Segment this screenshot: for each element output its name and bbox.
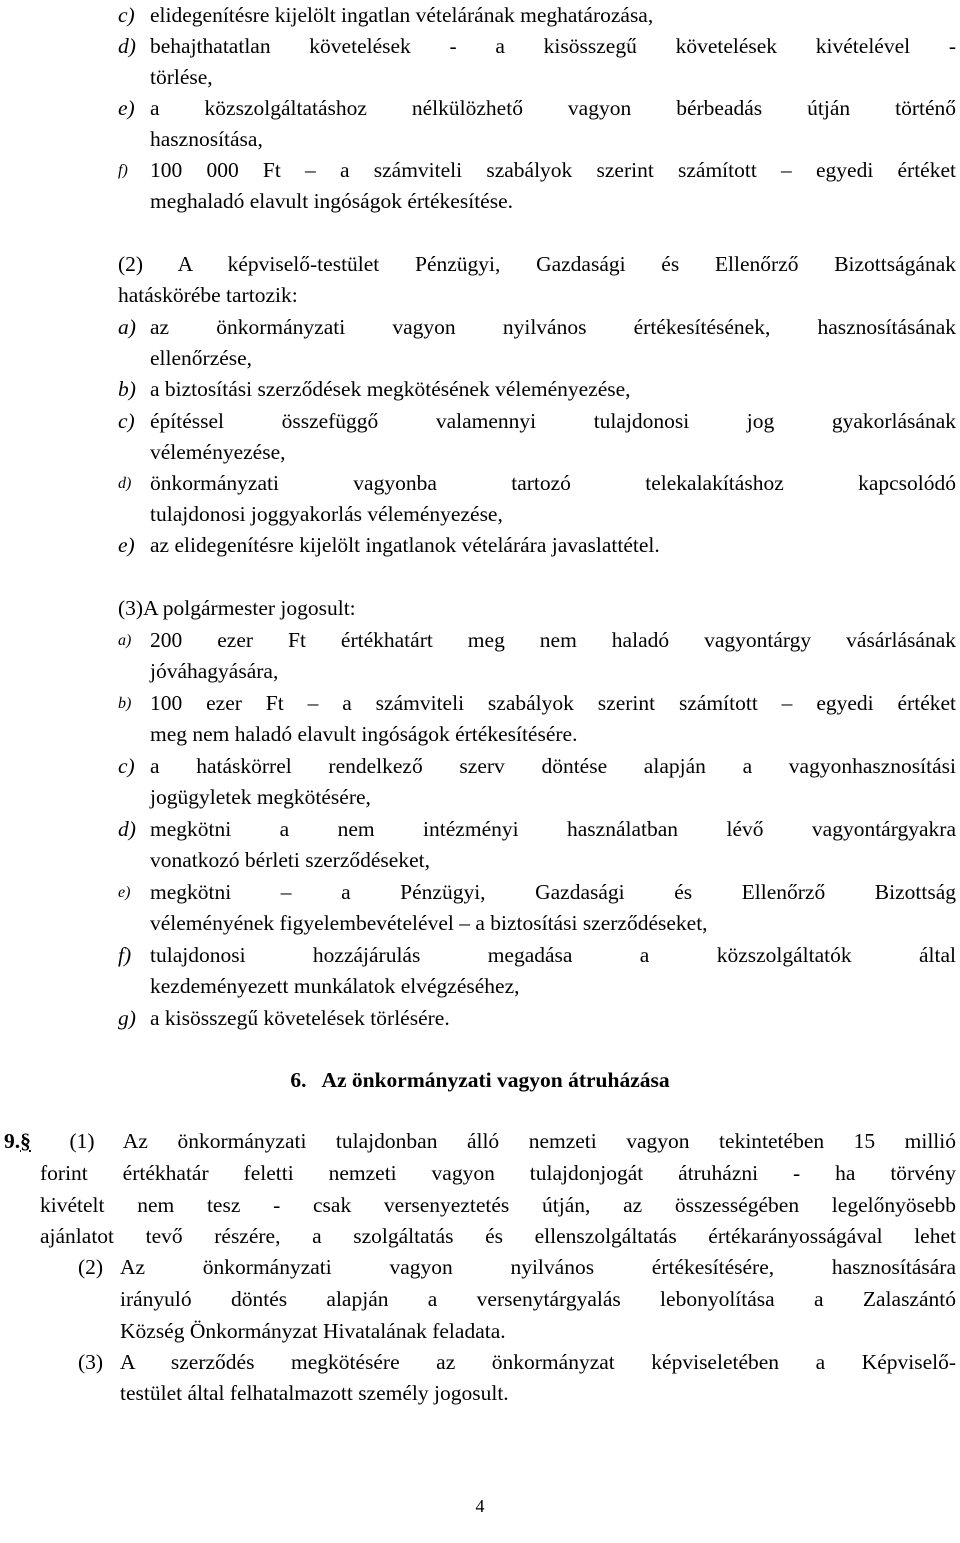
section-paragraph: Község Önkormányzat Hivatalának feladata. <box>120 1319 506 1343</box>
list-item-text: ellenőrzése, <box>150 346 253 370</box>
paragraph-intro: hatáskörébe tartozik: <box>118 283 298 307</box>
list-marker: c) <box>118 409 135 433</box>
list-item-text: véleményének figyelembevételével – a biztosítási szerződéseket, <box>150 911 708 935</box>
list-item-text: 200 ezer Ft értékhatárt meg nem haladó vagyontárgy vásárlásának <box>150 628 956 652</box>
list-marker: d) <box>118 817 136 841</box>
list-item-text: hasznosítása, <box>150 127 263 151</box>
list-marker: f) <box>118 162 128 179</box>
section-paragraph: A szerződés megkötésére az önkormányzat képviseletében a Képviselő- <box>120 1350 956 1374</box>
list-item-text: jogügyletek megkötésére, <box>150 785 371 809</box>
list-marker: d) <box>118 34 136 58</box>
section-paragraph: ajánlatot tevő részére, a szolgáltatás és ellenszolgáltatás értékarányosságával lehet <box>40 1224 956 1248</box>
list-marker: e) <box>118 884 131 901</box>
list-item-text: önkormányzati vagyonba tartozó telekalakításhoz kapcsolódó <box>150 471 956 495</box>
list-marker: a) <box>118 632 132 649</box>
list-item-text: törlése, <box>150 65 213 89</box>
list-item-text: az önkormányzati vagyon nyilvános értékesítésének, hasznosításának <box>150 315 956 339</box>
subsection-marker: (3) <box>78 1350 104 1374</box>
subsection-marker: (2) <box>78 1255 104 1279</box>
section-sign: § <box>20 1129 31 1153</box>
list-item-text: a biztosítási szerződések megkötésének véleményezése, <box>150 377 631 401</box>
list-item-text: megkötni – a Pénzügyi, Gazdasági és Ellenőrző Bizottság <box>150 880 956 904</box>
list-marker: g) <box>118 1006 136 1030</box>
section-number-label: 9. <box>4 1129 21 1153</box>
list-marker: e) <box>118 96 135 120</box>
list-marker: c) <box>118 3 135 27</box>
list-item-text: a hatáskörrel rendelkező szerv döntése alapján a vagyonhasznosítási <box>150 754 956 778</box>
paragraph-intro: (3)A polgármester jogosult: <box>118 596 356 620</box>
section-paragraph: forint értékhatár feletti nemzeti vagyon tulajdonjogát átruházni - ha törvény <box>40 1161 956 1185</box>
list-item-text: kezdeményezett munkálatok elvégzéséhez, <box>150 974 520 998</box>
list-item-text: behajthatatlan követelések - a kisösszegű követelések kivételével - <box>150 34 956 58</box>
list-item-text: tulajdonosi hozzájárulás megadása a közszolgáltatók által <box>150 943 956 967</box>
list-marker: e) <box>118 533 135 557</box>
list-item-text: jóváhagyására, <box>150 659 279 683</box>
page-number: 4 <box>475 1496 485 1516</box>
list-item-text: építéssel összefüggő valamennyi tulajdonosi jog gyakorlásának <box>150 409 956 433</box>
list-item-text: tulajdonosi joggyakorlás véleményezése, <box>150 502 503 526</box>
section-paragraph: Az önkormányzati vagyon nyilvános értékesítésére, hasznosítására <box>120 1255 956 1279</box>
list-item-text: meg nem haladó elavult ingóságok értékesítésére. <box>150 722 578 746</box>
paragraph-intro: (2) A képviselő-testület Pénzügyi, Gazdasági és Ellenőrző Bizottságának <box>118 252 956 276</box>
list-marker: d) <box>118 475 132 492</box>
section-paragraph: kivételt nem tesz - csak versenyeztetés útján, az összességében legelőnyösebb <box>40 1193 956 1217</box>
section-paragraph: irányuló döntés alapján a versenytárgyalás lebonyolítása a Zalaszántó <box>120 1287 956 1311</box>
section-paragraph: testület által felhatalmazott személy jogosult. <box>120 1381 509 1405</box>
list-item-text: meghaladó elavult ingóságok értékesítése. <box>150 189 513 213</box>
section-heading: 6. Az önkormányzati vagyon átruházása <box>290 1068 670 1092</box>
list-item-text: elidegenítésre kijelölt ingatlan vételárának meghatározása, <box>150 3 654 27</box>
list-item-text: 100 ezer Ft – a számviteli szabályok szerint számított – egyedi értéket <box>150 691 956 715</box>
list-item-text: 100 000 Ft – a számviteli szabályok szerint számított – egyedi értéket <box>150 158 956 182</box>
list-item-text: a közszolgáltatáshoz nélkülözhető vagyon bérbeadás útján történő <box>150 96 956 120</box>
list-marker: b) <box>118 695 132 712</box>
list-marker: b) <box>118 377 136 401</box>
list-marker: a) <box>118 315 136 339</box>
section-number <box>4 1126 31 1157</box>
list-marker: f) <box>118 943 132 967</box>
list-item-text: vonatkozó bérleti szerződéseket, <box>150 848 430 872</box>
list-item-text: a kisösszegű követelések törlésére. <box>150 1006 450 1030</box>
list-item-text: megkötni a nem intézményi használatban lévő vagyontárgyakra <box>150 817 956 841</box>
list-marker: c) <box>118 754 135 778</box>
section-paragraph: (1) Az önkormányzati tulajdonban álló nemzeti vagyon tekintetében 15 millió <box>40 1129 956 1153</box>
list-item-text: az elidegenítésre kijelölt ingatlanok vételárára javaslattétel. <box>150 533 660 557</box>
list-item-text: véleményezése, <box>150 440 286 464</box>
